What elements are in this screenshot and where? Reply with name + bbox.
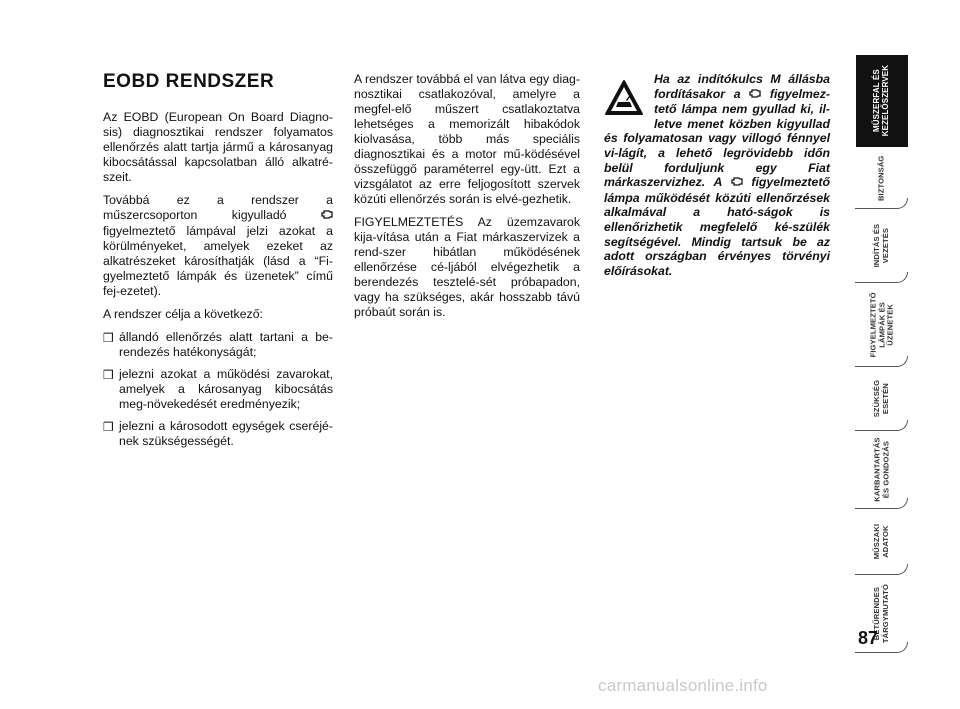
- checkbox-bullet-icon: ❒: [103, 420, 114, 434]
- paragraph-intro: Az EOBD (European On Board Diagno-sis) diagnosztikai rendszer folyamatos ellenőrzés alatt tartja jármű a károsanyag kibocsátással kapcsolatban álló alkatré-szeit.: [103, 110, 333, 184]
- section-title: EOBD RENDSZER: [103, 71, 275, 92]
- tab-inditas[interactable]: INDÍTÁS ÉS VEZETÉS: [856, 209, 908, 283]
- tab-muszaki[interactable]: MŰSZAKI ADATOK: [856, 509, 908, 575]
- column-middle: [354, 72, 580, 328]
- list-item: ❒ állandó ellenőrzés alatt tartani a be-rendezés hatékonyságát;: [103, 330, 333, 359]
- tab-szukseg[interactable]: SZÜKSÉG ESETÉN: [856, 367, 908, 431]
- column-left: [103, 72, 333, 456]
- warning-text-start: Ha az indítókulcs M állásba fordításakor a: [654, 72, 830, 101]
- list-item: ❒ jelezni azokat a működési zavarokat, amelyek a károsanyag kibocsátás meg-növekedését eredményezik;: [103, 367, 333, 411]
- tab-biztonsag[interactable]: BIZTONSÁG: [856, 147, 908, 209]
- warning-triangle-icon: [604, 78, 644, 118]
- list-item: ❒ jelezni a károsodott egységek cseréjé-nek szükségességét.: [103, 419, 333, 448]
- page-number: 87: [858, 628, 879, 648]
- paragraph-purpose: A rendszer célja a következő:: [103, 307, 263, 321]
- chapter-tabs: [856, 55, 908, 653]
- warning-note: [604, 72, 830, 278]
- paragraph-diagnostic-connector: A rendszer továbbá el van látva egy diag-nosztikai csatlakozóval, amelyre a megfel-elő műszert csatlakoztatva lehetséges a memorizált hibakódok kiolvasása, több más speciális diagnosztikai és a motor mű-ködésével összefüggő paraméterrel egy-ütt. Ezt a vizsgálatot az erre feljogosított szervek közúti ellenőrzés során is elvé-gezhetik.: [354, 72, 580, 206]
- tab-figyelmezteto[interactable]: FIGYELMEZTETŐ LÁMPÁK ÉS ÜZENETEK: [856, 283, 908, 367]
- paragraph-warning-light-end: figyelmeztető lámpával jelzi azokat a körülményeket, amelyek ezeket az alkatrészeket károsíthatják (lásd a “Fi-gyelmeztető lámpák és üzenetek” című fej-ezetet).: [103, 224, 333, 298]
- purpose-list: [103, 330, 333, 449]
- paragraph-figyelmeztetes: FIGYELMEZTETÉS Az üzemzavarok kija-vítása után a Fiat márkaszervizek a rend-szer hibátlan működésének ellenőrzése cé-ljából elvégezhetik a berendezés tesztelé-sét próbapadon, vagy ha szükséges, akár hosszabb távú próbaút során is.: [354, 215, 580, 319]
- engine-check-icon: [321, 209, 333, 224]
- checkbox-bullet-icon: ❒: [103, 368, 114, 382]
- engine-check-icon: [749, 88, 761, 103]
- warning-text-middle: figyelmez-tető lámpa nem gyullad ki, il-letve menet közben kigyullad és folyamatosan vagy villogó fénnyel vi-lágít, a lehető legrövidebb időn belül forduljunk egy Fiat márkaszervizhez. A: [604, 86, 831, 190]
- watermark: carmanualsonline.info: [598, 676, 768, 695]
- checkbox-bullet-icon: ❒: [103, 331, 114, 345]
- tab-muszerfal[interactable]: MŰSZERFAL ÉS KEZELŐSZERVEK: [856, 55, 908, 147]
- paragraph-warning-light: [103, 193, 333, 299]
- engine-check-icon: [731, 176, 743, 191]
- tab-karbantartas[interactable]: KARBANTARTÁS ÉS GONDOZÁS: [856, 431, 908, 509]
- tab-targymutato[interactable]: BETŰRENDES TÁRGYMUTATÓ: [856, 575, 908, 653]
- paragraph-warning-light-start: Továbbá ez a rendszer a műszercsoporton kigyulladó: [103, 193, 333, 222]
- warning-text-end: figyelmeztető lámpa működését közúti ellenőrzések alkalmával a ható-ságok is ellenőrizhetik megfelelő ké-szülék segítségével. Mindig tartsuk be az adott országban érvényes törvényi előírásokat.: [604, 175, 830, 278]
